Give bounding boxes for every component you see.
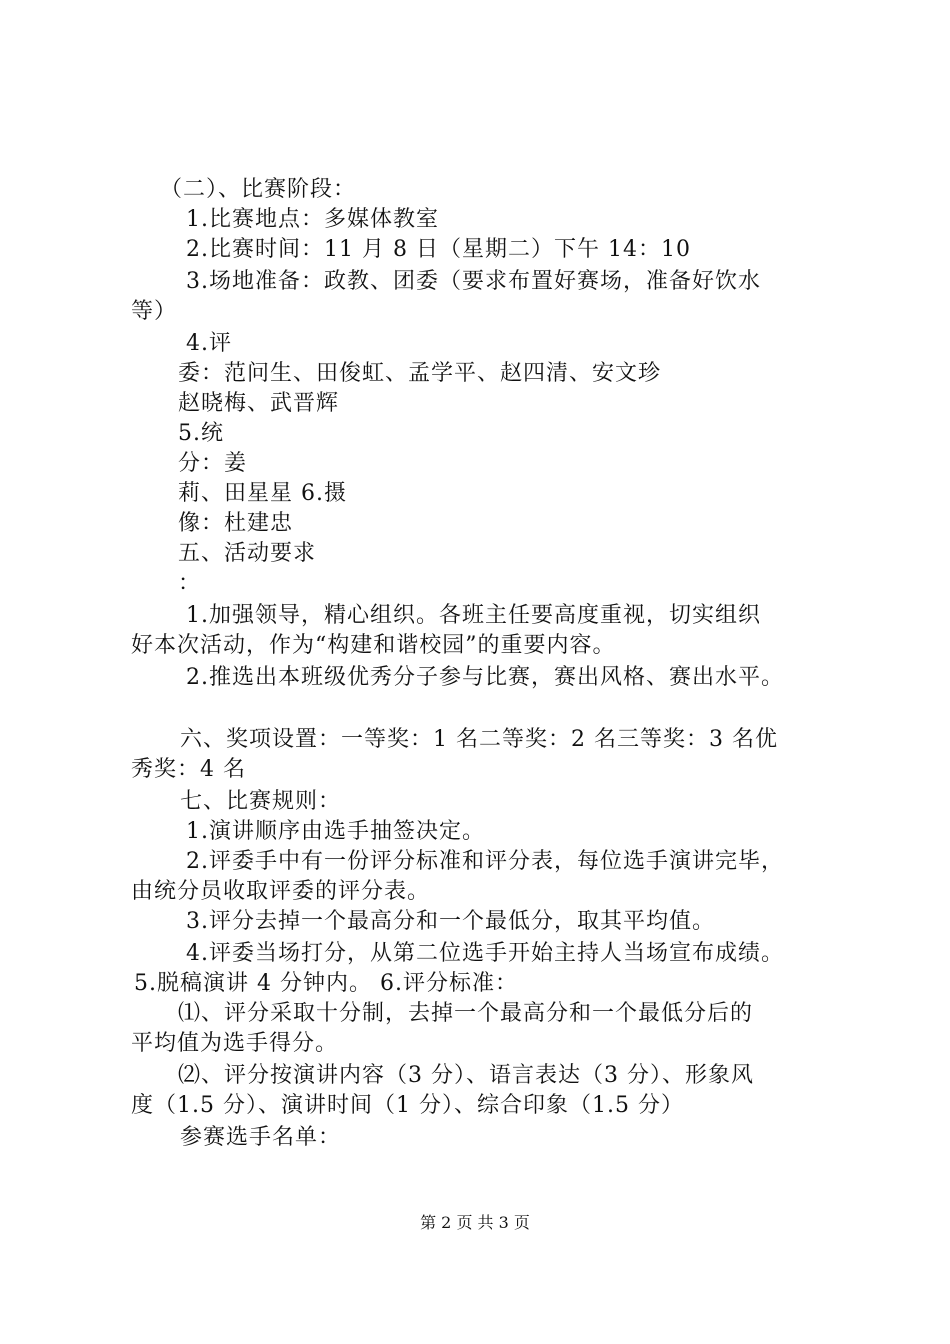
text-line: 1.加强领导，精心组织。各班主任要高度重视，切实组织 [186,603,761,628]
text-line: 分：姜 [178,451,248,476]
text-line: 六、奖项设置：一等奖：1 名二等奖：2 名三等奖：3 名优 [180,727,778,752]
page-number-footer: 第 2 页 共 3 页 [420,1213,530,1232]
text-line: 五、活动要求 [178,541,317,566]
text-line: 参赛选手名单： [180,1125,342,1150]
text-line: 2.比赛时间：11 月 8 日（星期二）下午 14：10 [186,237,691,262]
text-line: 由统分员收取评委的评分表。 [131,879,431,904]
text-line: 4.评委当场打分，从第二位选手开始主持人当场宣布成绩。 [186,941,784,966]
text-line: 莉、田星星 6.摄 [178,481,347,506]
text-line: 像：杜建忠 [178,511,294,536]
text-line: ： [178,571,202,596]
text-line: 等） [131,299,178,324]
text-line: 5.统 [178,421,224,446]
text-line: 3.评分去掉一个最高分和一个最低分，取其平均值。 [186,909,715,934]
text-line: 2.推选出本班级优秀分子参与比赛，赛出风格、赛出水平。 [186,665,784,690]
text-line: 2.评委手中有一份评分标准和评分表，每位选手演讲完毕， [186,849,784,874]
text-line: 5.脱稿演讲 4 分钟内。 6.评分标准： [134,971,518,996]
text-line: ⑵、评分按演讲内容（3 分）、语言表达（3 分）、形象风 [178,1063,754,1088]
text-line: 3.场地准备：政教、团委（要求布置好赛场，准备好饮水 [186,269,761,294]
text-line: 1.比赛地点：多媒体教室 [186,207,439,232]
text-line: 赵晓梅、武晋辉 [178,391,340,416]
text-line: ⑴、评分采取十分制，去掉一个最高分和一个最低分后的 [178,1001,754,1026]
text-line: （二）、比赛阶段： [160,177,357,202]
text-line: 委：范问生、田俊虹、孟学平、赵四清、安文珍 [178,361,662,386]
text-line: 1.演讲顺序由选手抽签决定。 [186,819,485,844]
text-line: 好本次活动，作为“构建和谐校园”的重要内容。 [131,633,616,658]
text-line: 度（1.5 分）、演讲时间（1 分）、综合印象（1.5 分） [131,1093,684,1118]
text-line: 平均值为选手得分。 [131,1031,339,1056]
text-line: 秀奖：4 名 [131,757,246,782]
text-line: 4.评 [186,331,232,356]
text-line: 七、比赛规则： [180,789,342,814]
